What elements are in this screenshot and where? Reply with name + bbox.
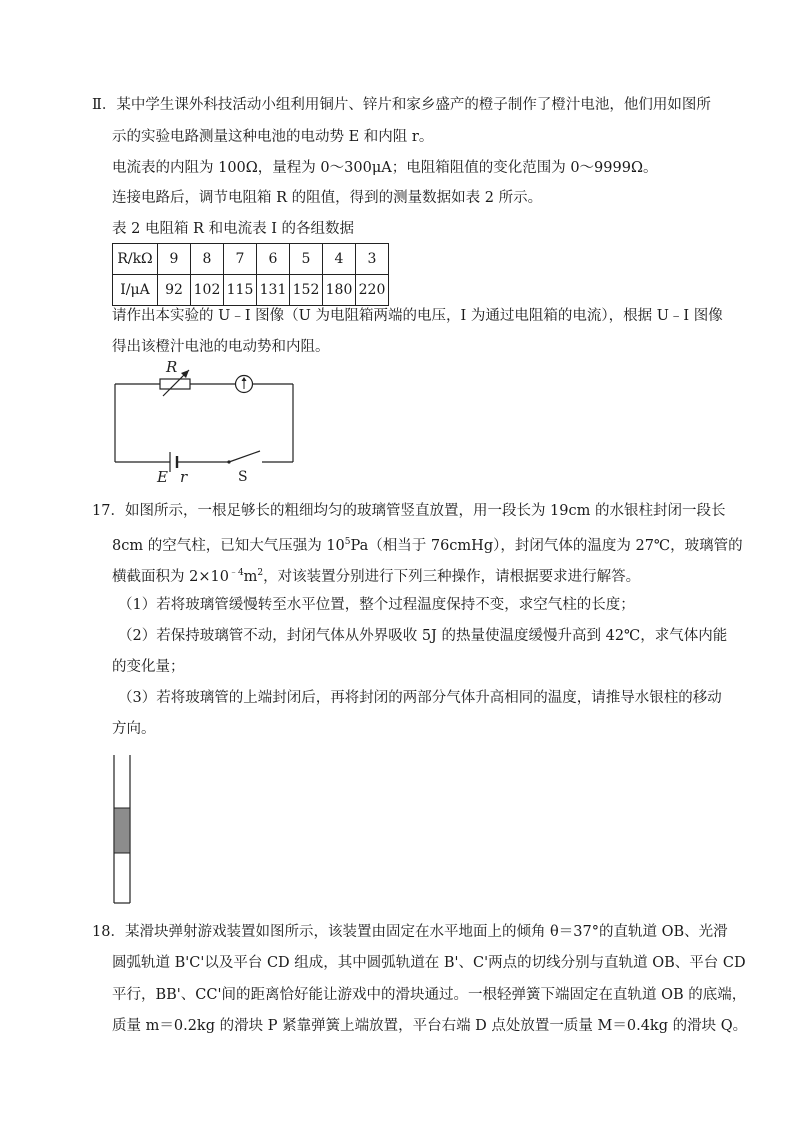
ammeter-needle-icon	[242, 377, 247, 389]
q17-sub-2a: （2）若保持玻璃管不动，封闭气体从外界吸收 5J 的热量使温度缓慢升高到 42℃，求气体内能	[118, 628, 728, 644]
table-cell: 3	[356, 244, 389, 275]
q17-sub-3a: （3）若将玻璃管的上端封闭后，再将封闭的两部分气体升高相同的温度，请推导水银柱的移动	[118, 690, 722, 706]
q17-sub-1: （1）若将玻璃管缓慢转至水平位置，整个过程温度保持不变，求空气柱的长度；	[118, 597, 635, 613]
q17-sub-3b: 方向。	[112, 721, 156, 737]
q18-line-1: 18．某滑块弹射游戏装置如图所示，该装置由固定在水平地面上的倾角 θ＝37°的直轨道 OB、光滑	[92, 924, 728, 940]
glass-tube-diagram	[110, 755, 140, 907]
table-cell: 4	[323, 244, 356, 275]
table-caption: 表 2 电阻箱 R 和电流表 I 的各组数据	[112, 221, 355, 237]
table-cell: 115	[224, 275, 257, 306]
label-s: S	[238, 469, 248, 485]
q17-exponent: 5	[344, 537, 351, 547]
q17-line-3-c: ，对该装置分别进行下列三种操作，请根据要求进行解答。	[263, 568, 641, 585]
table-header-r: R/kΩ	[113, 244, 158, 275]
table-cell: 220	[356, 275, 389, 306]
table-cell: 152	[290, 275, 323, 306]
part2-question-line-2: 得出该橙汁电池的电动势和内阻。	[112, 339, 330, 355]
table-cell: 5	[290, 244, 323, 275]
q17-line-1: 17．如图所示，一根足够长的粗细均匀的玻璃管竖直放置，用一段长为 19cm 的水银柱封闭一段长	[92, 503, 726, 519]
q17-line-3	[112, 563, 640, 587]
table-cell: 7	[224, 244, 257, 275]
switch-pivot	[227, 460, 230, 463]
part2-intro-line-2: 示的实验电路测量这种电池的电动势 E 和内阻 r。	[112, 129, 434, 145]
table-cell: 102	[191, 275, 224, 306]
part2-connect-info: 连接电路后，调节电阻箱 R 的阻值，得到的测量数据如表 2 所示。	[112, 190, 543, 206]
table-cell: 9	[158, 244, 191, 275]
part2-intro-line-1: Ⅱ．某中学生课外科技活动小组利用铜片、锌片和家乡盛产的橙子制作了橙汁电池，他们用如图所	[92, 97, 711, 113]
switch-blade	[229, 451, 260, 462]
table-cell: 131	[257, 275, 290, 306]
table-cell: 8	[191, 244, 224, 275]
q17-sub-2b: 的变化量；	[112, 659, 185, 675]
q17-line-2-b: Pa（相当于 76cmHg），封闭气体的温度为 27℃，玻璃管的	[350, 537, 743, 554]
table-header-i: I/μA	[113, 275, 158, 306]
q18-line-2: 圆弧轨道 B'C'以及平台 CD 组成，其中圆弧轨道在 B'、C'两点的切线分别与直轨道 OB、平台 CD	[112, 955, 746, 971]
label-internal-r: r	[180, 468, 188, 486]
q18-line-3: 平行，BB'、CC'间的距离恰好能让游戏中的滑块通过。一根轻弹簧下端固定在直轨道 OB 的底端，	[112, 987, 747, 1003]
q17-line-3-a: 横截面积为 2×10	[112, 568, 229, 585]
q18-line-4: 质量 m＝0.2kg 的滑块 P 紧靠弹簧上端放置，平台右端 D 点处放置一质量 M＝0.4kg 的滑块 Q。	[112, 1018, 748, 1034]
label-r-resistor: R	[166, 358, 178, 376]
table-cell: 6	[257, 244, 290, 275]
label-e: E	[157, 468, 168, 486]
q17-line-2	[112, 532, 743, 556]
table-cell: 92	[158, 275, 191, 306]
part2-question-line-1: 请作出本实验的 U﹣I 图像（U 为电阻箱两端的电压，I 为通过电阻箱的电流），根据 U﹣I 图像	[112, 308, 723, 324]
q17-exponent: 2	[257, 568, 264, 578]
part2-meter-info: 电流表的内阻为 100Ω，量程为 0～300μA；电阻箱阻值的变化范围为 0～9999Ω。	[112, 160, 658, 176]
circuit-diagram	[0, 0, 800, 500]
q17-exponent: ﹣4	[228, 568, 244, 578]
mercury-column	[114, 808, 130, 853]
q17-line-3-b: m	[243, 568, 258, 585]
q17-line-2-a: 8cm 的空气柱，已知大气压强为 10	[112, 537, 345, 554]
table-cell: 180	[323, 275, 356, 306]
